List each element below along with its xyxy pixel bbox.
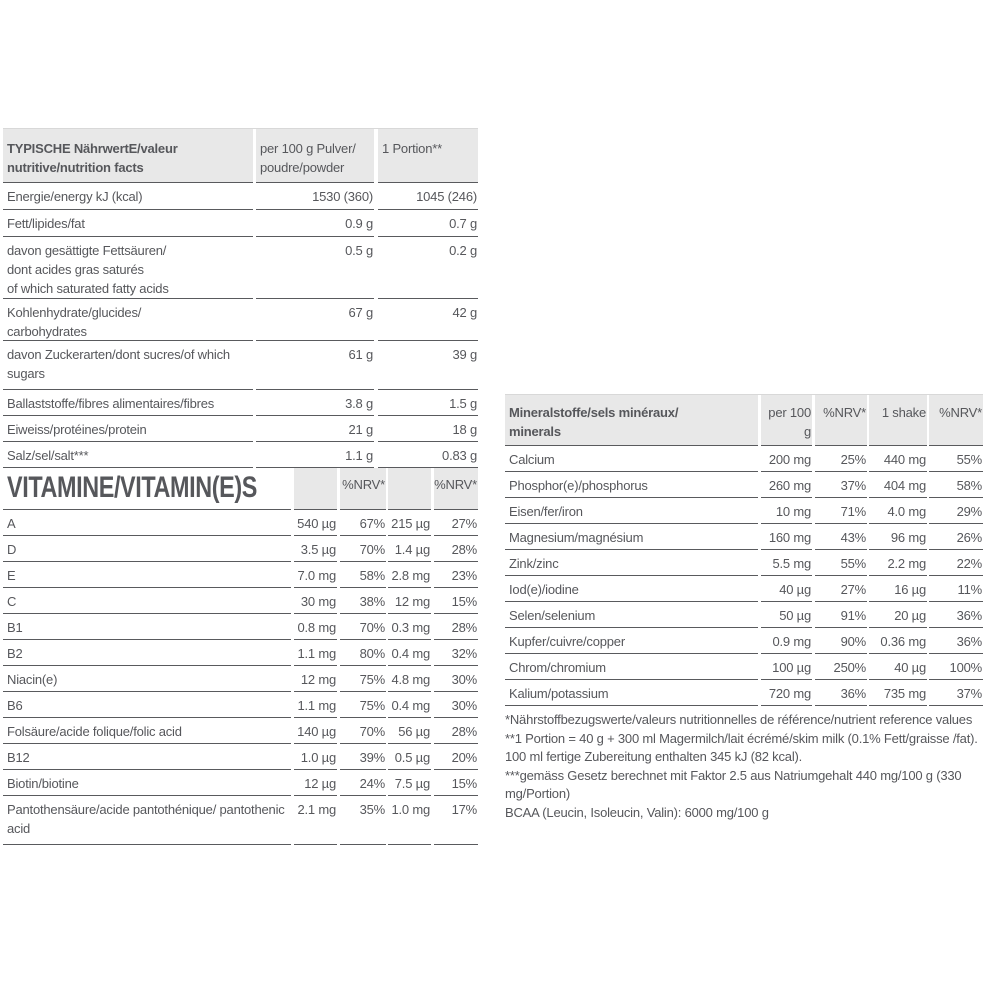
per-100-line2: g: [803, 424, 811, 439]
table-row-vitamin-e: [3, 562, 478, 588]
row-label-text: Eiweiss/protéines/protein: [7, 422, 147, 437]
amount-per-100g: 40 µg: [761, 576, 812, 602]
nrv-per-100g: 43%: [815, 524, 867, 550]
value-per-100g: 0.9 g: [256, 210, 374, 237]
row-label-text: B12: [7, 750, 30, 765]
row-label: [3, 442, 253, 468]
table-row-potassium: [505, 680, 983, 706]
row-label: [3, 588, 291, 614]
row-label-text: Folsäure/acide folique/folic acid: [7, 724, 182, 739]
vitamins-title-text: VITAMINE/VITAMIN(E)S: [7, 471, 258, 504]
table-row-vitamin-c: [3, 588, 478, 614]
row-label: [3, 416, 253, 442]
row-label-text: Niacin(e): [7, 672, 58, 687]
amount-per-shake: 0.36 mg: [869, 628, 927, 654]
amount-per-100g: 100 µg: [761, 654, 812, 680]
nrv-per-100g: 70%: [340, 718, 386, 744]
row-label: Selen/selenium: [505, 602, 758, 628]
row-label-line2: sugars: [7, 366, 45, 381]
row-label: [3, 614, 291, 640]
row-label: Phosphor(e)/phosphorus: [505, 472, 758, 498]
row-label: [3, 299, 253, 341]
amount-per-100g: 7.0 mg: [294, 562, 337, 588]
amount-per-100g: 5.5 mg: [761, 550, 812, 576]
amount-per-portion: 0.5 µg: [388, 744, 431, 770]
row-label-text: B1: [7, 620, 23, 635]
row-label-text: Biotin/biotine: [7, 776, 79, 791]
table-row-fat: [3, 210, 478, 237]
row-label: [3, 562, 291, 588]
table-row-iodine: [505, 576, 983, 602]
nrv-per-shake: 26%: [929, 524, 983, 550]
nrv-per-portion: 20%: [434, 744, 478, 770]
table-row-vitamin-b2: [3, 640, 478, 666]
row-label-text: C: [7, 594, 17, 609]
nrv-per-shake: 11%: [929, 576, 983, 602]
value-portion: 0.2 g: [378, 237, 478, 299]
nrv-per-100g: 37%: [815, 472, 867, 498]
nrv-per-shake: 37%: [929, 680, 983, 706]
nrv-per-100g: 91%: [815, 602, 867, 628]
nrv-per-shake: 22%: [929, 550, 983, 576]
nutrition-header-label-line2: nutritive/nutrition facts: [7, 160, 144, 175]
minerals-header-line2: minerals: [509, 424, 561, 439]
row-label: Iod(e)/iodine: [505, 576, 758, 602]
nrv-per-shake: 36%: [929, 602, 983, 628]
row-label: [3, 390, 253, 416]
amount-per-100g: 0.9 mg: [761, 628, 812, 654]
table-row-fibres: [3, 390, 478, 416]
amount-per-100g: 12 µg: [294, 770, 337, 796]
amount-per-100g: 1.0 µg: [294, 744, 337, 770]
vitamins-header-nrv-1: %NRV*: [340, 468, 386, 510]
nrv-per-portion: 30%: [434, 666, 478, 692]
row-label-text: Salz/sel/salt***: [7, 448, 89, 463]
table-row-zinc: [505, 550, 983, 576]
amount-per-100g: 3.5 µg: [294, 536, 337, 562]
value-portion: 1.5 g: [378, 390, 478, 416]
row-label: Calcium: [505, 446, 758, 472]
nrv-per-portion: 17%: [434, 796, 478, 845]
amount-per-portion: 4.8 mg: [388, 666, 431, 692]
row-label-text: E: [7, 568, 16, 583]
value-per-100g: 21 g: [256, 416, 374, 442]
table-row-saturated-fat: [3, 237, 478, 299]
value-portion: 1045 (246): [378, 183, 478, 210]
value-portion: 18 g: [378, 416, 478, 442]
value-portion: 0.83 g: [378, 442, 478, 468]
nrv-per-portion: 32%: [434, 640, 478, 666]
amount-per-100g: 0.8 mg: [294, 614, 337, 640]
amount-per-portion: 2.8 mg: [388, 562, 431, 588]
row-label-line3: of which saturated fatty acids: [7, 281, 169, 296]
nrv-per-portion: 15%: [434, 770, 478, 796]
table-row-copper: [505, 628, 983, 654]
amount-per-100g: 1.1 mg: [294, 640, 337, 666]
table-row-folic-acid: [3, 718, 478, 744]
table-row-salt: [3, 442, 478, 468]
amount-per-shake: 16 µg: [869, 576, 927, 602]
per-100-line1: per 100: [768, 405, 811, 420]
row-label-text: A: [7, 516, 16, 531]
amount-per-portion: 7.5 µg: [388, 770, 431, 796]
row-label-text: Energie/energy kJ (kcal): [7, 189, 143, 204]
minerals-table: [505, 394, 983, 706]
nutrition-facts-table: [3, 128, 478, 845]
table-row-selenium: [505, 602, 983, 628]
row-label: [3, 237, 253, 299]
row-label: [3, 744, 291, 770]
amount-per-100g: 200 mg: [761, 446, 812, 472]
row-label: [3, 341, 253, 390]
minerals-header-row: [505, 394, 983, 446]
nutrition-header-label-line1: TYPISCHE NährwertE/valeur: [7, 141, 178, 156]
row-label-line1: davon Zuckerarten/dont sucres/of which: [7, 347, 230, 362]
row-label-text: B6: [7, 698, 23, 713]
nrv-per-shake: 58%: [929, 472, 983, 498]
nrv-per-100g: 58%: [340, 562, 386, 588]
row-label: Kalium/potassium: [505, 680, 758, 706]
nrv-per-portion: 28%: [434, 536, 478, 562]
value-per-100g: 0.5 g: [256, 237, 374, 299]
amount-per-100g: 540 µg: [294, 510, 337, 536]
row-label-text: D: [7, 542, 17, 557]
table-row-calcium: [505, 446, 983, 472]
nutrition-header-row: [3, 128, 478, 183]
vitamins-header-spacer-1: [294, 468, 337, 510]
amount-per-shake: 96 mg: [869, 524, 927, 550]
footnote-bcaa: BCAA (Leucin, Isoleucin, Valin): 6000 mg/100 g: [505, 804, 769, 820]
row-label-text: Ballaststoffe/fibres alimentaires/fibres: [7, 396, 215, 411]
nrv-per-shake: 29%: [929, 498, 983, 524]
row-label: Eisen/fer/iron: [505, 498, 758, 524]
amount-per-portion: 1.0 mg: [388, 796, 431, 845]
table-row-iron: [505, 498, 983, 524]
nrv-per-100g: 70%: [340, 614, 386, 640]
amount-per-100g: 720 mg: [761, 680, 812, 706]
nrv-per-100g: 25%: [815, 446, 867, 472]
row-label: [3, 692, 291, 718]
amount-per-shake: 404 mg: [869, 472, 927, 498]
row-label-line1: Kohlenhydrate/glucides/: [7, 305, 142, 320]
nrv-per-100g: 75%: [340, 666, 386, 692]
portion-label: 1 Portion**: [382, 141, 442, 156]
amount-per-portion: 0.3 mg: [388, 614, 431, 640]
row-label: Kupfer/cuivre/copper: [505, 628, 758, 654]
row-label: [3, 510, 291, 536]
table-row-protein: [3, 416, 478, 442]
amount-per-portion: 1.4 µg: [388, 536, 431, 562]
value-per-100g: 61 g: [256, 341, 374, 390]
vitamins-header-nrv-2: %NRV*: [434, 468, 478, 510]
amount-per-portion: 0.4 mg: [388, 692, 431, 718]
row-label: [3, 770, 291, 796]
table-row-vitamin-b1: [3, 614, 478, 640]
nrv-per-100g: 250%: [815, 654, 867, 680]
amount-per-portion: 215 µg: [388, 510, 431, 536]
table-row-phosphorus: [505, 472, 983, 498]
vitamins-section-title: [3, 468, 291, 510]
footnote-nrv: *Nährstoffbezugswerte/valeurs nutritionnelles de référence/nutrient reference values: [505, 712, 973, 727]
per-100g-line2: poudre/powder: [260, 160, 345, 175]
column-header-per-100g: [256, 129, 374, 183]
nrv-per-100g: 75%: [340, 692, 386, 718]
row-label-line2: acid: [7, 821, 31, 836]
table-row-pantothenic-acid: [3, 796, 478, 845]
table-row-niacin: [3, 666, 478, 692]
amount-per-100g: 140 µg: [294, 718, 337, 744]
nrv-per-shake: 55%: [929, 446, 983, 472]
amount-per-shake: 2.2 mg: [869, 550, 927, 576]
column-header-nrv-2: %NRV*: [929, 395, 983, 446]
table-row-vitamin-b12: [3, 744, 478, 770]
minerals-header-line1: Mineralstoffe/sels minéraux/: [509, 405, 679, 420]
table-row-vitamin-d: [3, 536, 478, 562]
amount-per-100g: 160 mg: [761, 524, 812, 550]
nrv-per-portion: 30%: [434, 692, 478, 718]
nrv-per-100g: 55%: [815, 550, 867, 576]
amount-per-portion: 56 µg: [388, 718, 431, 744]
column-header-portion: [378, 129, 478, 183]
nrv-per-100g: 35%: [340, 796, 386, 845]
row-label: Chrom/chromium: [505, 654, 758, 680]
table-row-sugars: [3, 341, 478, 390]
amount-per-portion: 0.4 mg: [388, 640, 431, 666]
row-label-line1: davon gesättigte Fettsäuren/: [7, 243, 167, 258]
table-row-carbohydrates: [3, 299, 478, 341]
row-label: [3, 536, 291, 562]
table-row-energy: [3, 183, 478, 210]
minerals-header-label: [505, 395, 758, 446]
row-label-text: B2: [7, 646, 23, 661]
amount-per-shake: 735 mg: [869, 680, 927, 706]
column-header-nrv-1: %NRV*: [815, 395, 867, 446]
nrv-per-100g: 67%: [340, 510, 386, 536]
nrv-per-portion: 28%: [434, 614, 478, 640]
nutrition-header-label: [3, 129, 253, 183]
nrv-per-100g: 70%: [340, 536, 386, 562]
amount-per-shake: 4.0 mg: [869, 498, 927, 524]
value-portion: 42 g: [378, 299, 478, 341]
amount-per-100g: 260 mg: [761, 472, 812, 498]
nrv-per-portion: 28%: [434, 718, 478, 744]
vitamins-header-row: [3, 468, 478, 510]
table-row-magnesium: [505, 524, 983, 550]
row-label: [3, 666, 291, 692]
amount-per-100g: 30 mg: [294, 588, 337, 614]
row-label-line2: dont acides gras saturés: [7, 262, 144, 277]
row-label: [3, 640, 291, 666]
nrv-per-100g: 39%: [340, 744, 386, 770]
row-label: Magnesium/magnésium: [505, 524, 758, 550]
value-portion: 39 g: [378, 341, 478, 390]
column-header-shake: 1 shake: [869, 395, 927, 446]
value-per-100g: 67 g: [256, 299, 374, 341]
nrv-per-100g: 80%: [340, 640, 386, 666]
column-header-per-100g: [761, 395, 812, 446]
value-per-100g: 1.1 g: [256, 442, 374, 468]
vitamins-header-spacer-2: [388, 468, 431, 510]
row-label: [3, 718, 291, 744]
value-per-100g: 1530 (360): [256, 183, 374, 210]
table-row-vitamin-a: [3, 510, 478, 536]
nrv-per-100g: 27%: [815, 576, 867, 602]
value-per-100g: 3.8 g: [256, 390, 374, 416]
amount-per-100g: 2.1 mg: [294, 796, 337, 845]
nrv-per-portion: 23%: [434, 562, 478, 588]
amount-per-shake: 440 mg: [869, 446, 927, 472]
nrv-per-100g: 38%: [340, 588, 386, 614]
value-portion: 0.7 g: [378, 210, 478, 237]
amount-per-shake: 20 µg: [869, 602, 927, 628]
nrv-per-portion: 15%: [434, 588, 478, 614]
amount-per-100g: 10 mg: [761, 498, 812, 524]
row-label: [3, 183, 253, 210]
row-label-line1: Pantothensäure/acide pantothénique/ pantothenic: [7, 802, 285, 817]
row-label: Zink/zinc: [505, 550, 758, 576]
table-row-chromium: [505, 654, 983, 680]
amount-per-100g: 1.1 mg: [294, 692, 337, 718]
per-100g-line1: per 100 g Pulver/: [260, 141, 356, 156]
footnotes: [505, 711, 984, 822]
nrv-per-shake: 36%: [929, 628, 983, 654]
row-label: [3, 210, 253, 237]
row-label-text: Fett/lipides/fat: [7, 216, 85, 231]
nrv-per-portion: 27%: [434, 510, 478, 536]
nrv-per-100g: 24%: [340, 770, 386, 796]
nrv-per-shake: 100%: [929, 654, 983, 680]
amount-per-shake: 40 µg: [869, 654, 927, 680]
footnote-portion: **1 Portion = 40 g + 300 ml Magermilch/lait écrémé/skim milk (0.1% Fett/graisse /fat). 100 ml fertige Zubereitung enthalten 345 kJ (82 kcal).: [505, 730, 978, 764]
nrv-per-100g: 36%: [815, 680, 867, 706]
nrv-per-100g: 90%: [815, 628, 867, 654]
table-row-biotin: [3, 770, 478, 796]
nrv-per-100g: 71%: [815, 498, 867, 524]
footnote-salt: ***gemäss Gesetz berechnet mit Faktor 2.5 aus Natriumgehalt 440 mg/100 g (330 mg/Portion): [505, 767, 962, 801]
amount-per-100g: 50 µg: [761, 602, 812, 628]
row-label: [3, 796, 291, 845]
amount-per-portion: 12 mg: [388, 588, 431, 614]
table-row-vitamin-b6: [3, 692, 478, 718]
amount-per-100g: 12 mg: [294, 666, 337, 692]
row-label-line2: carbohydrates: [7, 324, 87, 339]
